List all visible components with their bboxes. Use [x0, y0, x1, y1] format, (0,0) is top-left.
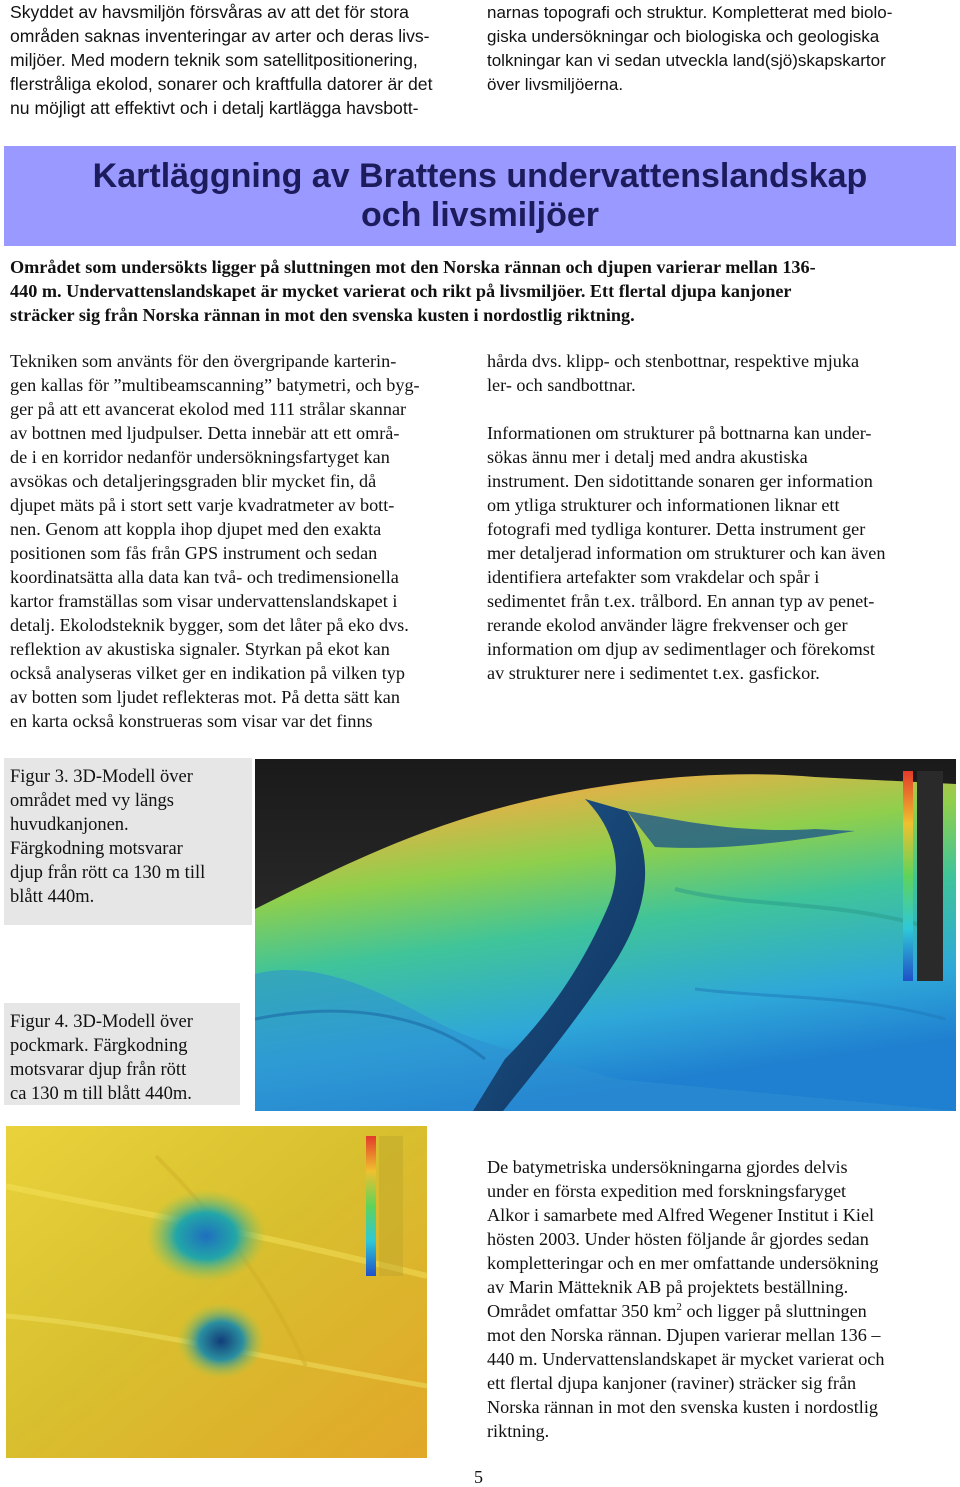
figure-3-caption: Figur 3. 3D-Modell över området med vy längs huvudkanjonen. Färgkodning motsvarar djup från rött ca 130 m till blått 440m.	[4, 758, 252, 925]
intro-paragraph-right: narnas topografi och struktur. Kompletterat med biolo- giska undersökningar och biologiska och geologiska tolkningar kan vi sedan utveckla land(sjö)skapskartor över livsmiljöerna.	[487, 3, 893, 94]
body-paragraph-instruments: Informationen om strukturer på bottnarna kan under- sökas ännu mer i detalj med andra akustiska instrument. Den sidotittande sonaren ger information om ytliga strukturer och informationen liknar ett fotografi med tydliga konturer. Detta instrument ger mer detaljerad information om strukturer och kan även identifiera artefakter som vrakdelar och spår i sedimentet från t.ex. trålbord. En annan typ av penet- rerande ekolod använder lägre frekvenser och ger information om djup av sedimentlager och förekomst av strukturer nere i sedimentet t.ex. gasfickor.	[487, 423, 886, 683]
figure-4-caption: Figur 4. 3D-Modell över pockmark. Färgkodning motsvarar djup från rött ca 130 m till blått 440m.	[4, 1003, 240, 1105]
title-banner	[4, 146, 956, 246]
page-number: 5	[474, 1467, 483, 1487]
expedition-text-part-2: och ligger på sluttningen mot den Norska rännan. Djupen varierar mellan 136 – 440 m. Undervattenslandskapet är mycket varierat och ett flertal djupa kanjoner (raviner) sträcker sig från Norska rännan in mot den svenska kusten i nordostlig riktning.	[487, 1301, 885, 1441]
expedition-text-part-1: De batymetriska undersökningarna gjordes delvis under en första expedition med forskningsfaryget Alkor i samarbete med Alfred Wegener Institut i Kiel hösten 2003. Under hösten följande år gjordes sedan kompletteringar och en mer omfattande undersökning av Marin Mätteknik AB på projektets beställning. Området omfattar 350 km	[487, 1157, 879, 1321]
body-paragraph-hard-soft: hårda dvs. klipp- och stenbottnar, respektive mjuka ler- och sandbottnar.	[487, 351, 860, 395]
body-column-right	[487, 349, 949, 685]
body-column-left: Tekniken som använts för den övergripande karterin- gen kallas för ”multibeamscanning” batymetri, och byg- ger på att ett avancerat ekolod med 111 strålar skannar av bottnen med ljudpulser. Detta innebär att ett områ- de i en korridor nedanför undersökningsfartyget kan avsökas och detaljeringsgraden blir mycket fin, då djupet mäts på i stort sett varje kvadratmeter av bott- nen. Genom att koppla ihop djupet med den exakta positionen som fås från GPS instrument och sedan koordinatsätta alla data kan två- och tredimensionella kartor framställas som visar undervattenslandskapet i detalj. Ekolodsteknik bygger, som det låter på eko dvs. reflektion av akustiska signaler. Styrkan på ekot kan också analyseras vilket ger en indikation på vilken typ av botten som ljudet reflekteras mot. På detta sätt kan en karta också konstrueras som visar var det finns	[10, 351, 420, 731]
superscript-2: 2	[676, 1301, 682, 1313]
page-title: Kartläggning av Brattens undervattenslandskap och livsmiljöer	[92, 157, 868, 234]
intro-paragraph-left: Skyddet av havsmiljön försvåras av att det för stora områden saknas inventeringar av arter och deras livs- miljöer. Med modern teknik som satellitpositionering, flerstråliga ekolod, sonarer och kraftfulla datorer är det nu möjligt att effektivt och i detalj kartlägga havsbott-	[10, 2, 433, 118]
summary-paragraph: Området som undersökts ligger på sluttningen mot den Norska rännan och djupen varierar mellan 136- 440 m. Undervattenslandskapet är mycket varierat och rikt på livsmiljöer. Ett flertal djupa kanjoner sträcker sig från Norska rännan in mot den svenska kusten i nordostlig riktning.	[10, 257, 816, 325]
figure-3-bathymetry-image	[255, 759, 956, 1111]
expedition-paragraph	[487, 1155, 952, 1443]
figure-4-pockmark-image	[6, 1126, 427, 1458]
